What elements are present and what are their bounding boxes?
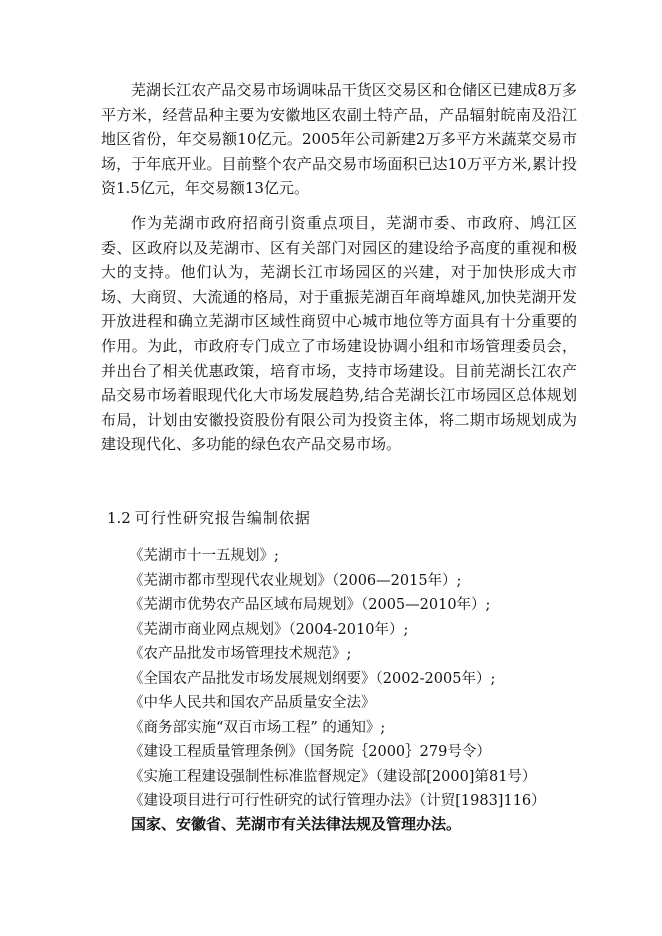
section-number: 1.2 <box>107 509 131 527</box>
reference-item: 《芜湖市都市型现代农业规划》（2006—2015年）; <box>129 572 462 589</box>
reference-item: 《建设项目进行可行性研究的试行管理办法》（计贸[1983]116） <box>129 793 546 809</box>
body-paragraph-1: 芜湖长江农产品交易市场调味品干货区交易区和仓储区已建成8万多平方米，经营品种主要为安徽地区农副土特产品，产品辐射皖南及沿江地区省份，年交易额10亿元。2005年公司新建2万多平方米蔬菜交易市场，于年底开业。目前整个农产品交易市场面积已达10万平方米,累计投资1.5亿元，年交易额13亿元。 <box>101 81 577 198</box>
closing-statement: 国家、安徽省、芜湖市有关法律法规及管理办法。 <box>131 815 462 833</box>
reference-item: 《实施工程建设强制性标准监督规定》（建设部[2000]第81号） <box>129 768 537 785</box>
reference-list <box>129 544 589 814</box>
reference-item: 《芜湖市商业网点规划》（2004-2010年）; <box>129 621 409 638</box>
reference-item: 《农产品批发市场管理技术规范》; <box>129 646 352 662</box>
reference-item: 《建设工程质量管理条例》（国务院｛2000｝279号令） <box>129 744 491 760</box>
reference-item: 《芜湖市优势农产品区域布局规划》（2005—2010年）; <box>129 597 491 613</box>
section-title: 可行性研究报告编制依据 <box>134 509 311 527</box>
section-heading <box>107 506 311 530</box>
reference-item: 《芜湖市十一五规划》; <box>129 548 279 564</box>
reference-item: 《中华人民共和国农产品质量安全法》 <box>129 695 376 711</box>
reference-item: 《商务部实施“双百市场工程” 的通知》; <box>129 719 386 736</box>
reference-item: 《全国农产品批发市场发展规划纲要》（2002-2005年）; <box>129 670 496 687</box>
body-paragraph-2: 作为芜湖市政府招商引资重点项目，芜湖市委、市政府、鸠江区委、区政府以及芜湖市、区有关部门对园区的建设给予高度的重视和极大的支持。他们认为，芜湖长江市场园区的兴建，对于加快形成大市场、大商贸、大流通的格局，对于重振芜湖百年商埠雄风,加快芜湖开发开放进程和确立芜湖市区域性商贸中心城市地位等方面具有十分重要的作用。为此，市政府专门成立了市场建设协调小组和市场管理委员会，并出台了相关优惠政策，培育市场，支持市场建设。目前芜湖长江农产品交易市场着眼现代化大市场发展趋势,结合芜湖长江市场园区总体规划布局，计划由安徽投资股份有限公司为投资主体，将二期市场规划成为建设现代化、多功能的绿色农产品交易市场。 <box>101 214 577 454</box>
